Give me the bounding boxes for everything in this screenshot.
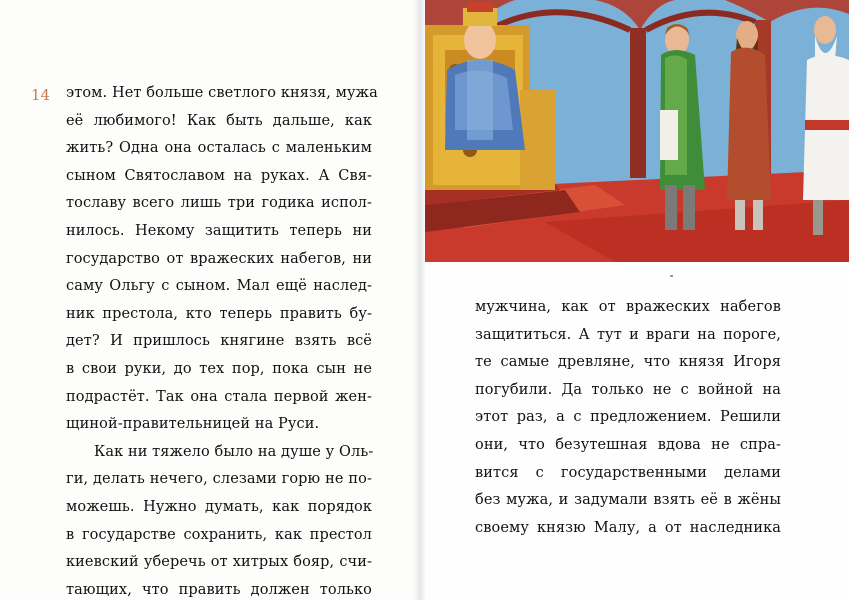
page-gutter	[412, 0, 426, 600]
text-line: этом. Нет больше светлого князя, мужа	[66, 85, 378, 101]
print-speck	[670, 275, 673, 277]
text-line: сыном Святославом на руках. А Свя-	[66, 167, 372, 184]
text-line: саму Ольгу с сыном. Мал ещё наслед-	[66, 278, 372, 295]
text-line: они, что безутешная вдова не спра-	[475, 436, 781, 453]
right-page-text	[475, 294, 781, 542]
text-line: можешь. Нужно думать, как порядок	[66, 498, 372, 515]
text-line: ги, делать нечего, слезами горю не по-	[66, 471, 372, 488]
text-line: защититься. А тут и враги на пороге,	[475, 326, 781, 343]
text-line: вится с государственными делами	[475, 464, 781, 481]
text-line: в свои руки, до тех пор, пока сын не	[66, 360, 372, 377]
illustration-drawing	[425, 0, 849, 270]
text-line: мужчина, как от вражеских набегов	[475, 299, 781, 315]
text-line: жить? Одна она осталась с маленьким	[66, 140, 372, 157]
text-line: без мужа, и задумали взять её в жёны	[475, 492, 781, 509]
left-page-text	[66, 80, 378, 604]
text-line: нилось. Некому защитить теперь ни	[66, 222, 372, 239]
text-line: Как ни тяжело было на душе у Оль-	[94, 443, 374, 460]
text-line: своему князю Малу, а от наследника	[475, 519, 781, 536]
page-number: 14	[31, 86, 51, 104]
text-line: киевский уберечь от хитрых бояр, счи-	[66, 554, 372, 571]
text-line: подрастёт. Так она стала первой жен-	[66, 388, 372, 405]
text-line: в государстве сохранить, как престол	[66, 526, 372, 543]
text-line: погубили. Да только не с войной на	[475, 381, 781, 398]
text-line: ник престола, кто теперь править бу-	[66, 305, 372, 322]
text-line: её любимого! Как быть дальше, как	[66, 112, 372, 129]
illustration-throne-room	[425, 0, 849, 270]
text-line: этот раз, а с предложением. Решили	[475, 409, 781, 426]
text-line: те самые древляне, что князя Игоря	[475, 354, 781, 371]
text-line: щиной-правительницей на Руси.	[66, 416, 320, 433]
text-line: государство от вражеских набегов, ни	[66, 250, 372, 267]
text-line: дет? И пришлось княгине взять всё	[66, 333, 372, 350]
text-line: тающих, что править должен только	[66, 581, 372, 598]
left-page	[0, 0, 418, 600]
text-line: тославу всего лишь три годика испол-	[66, 195, 372, 212]
